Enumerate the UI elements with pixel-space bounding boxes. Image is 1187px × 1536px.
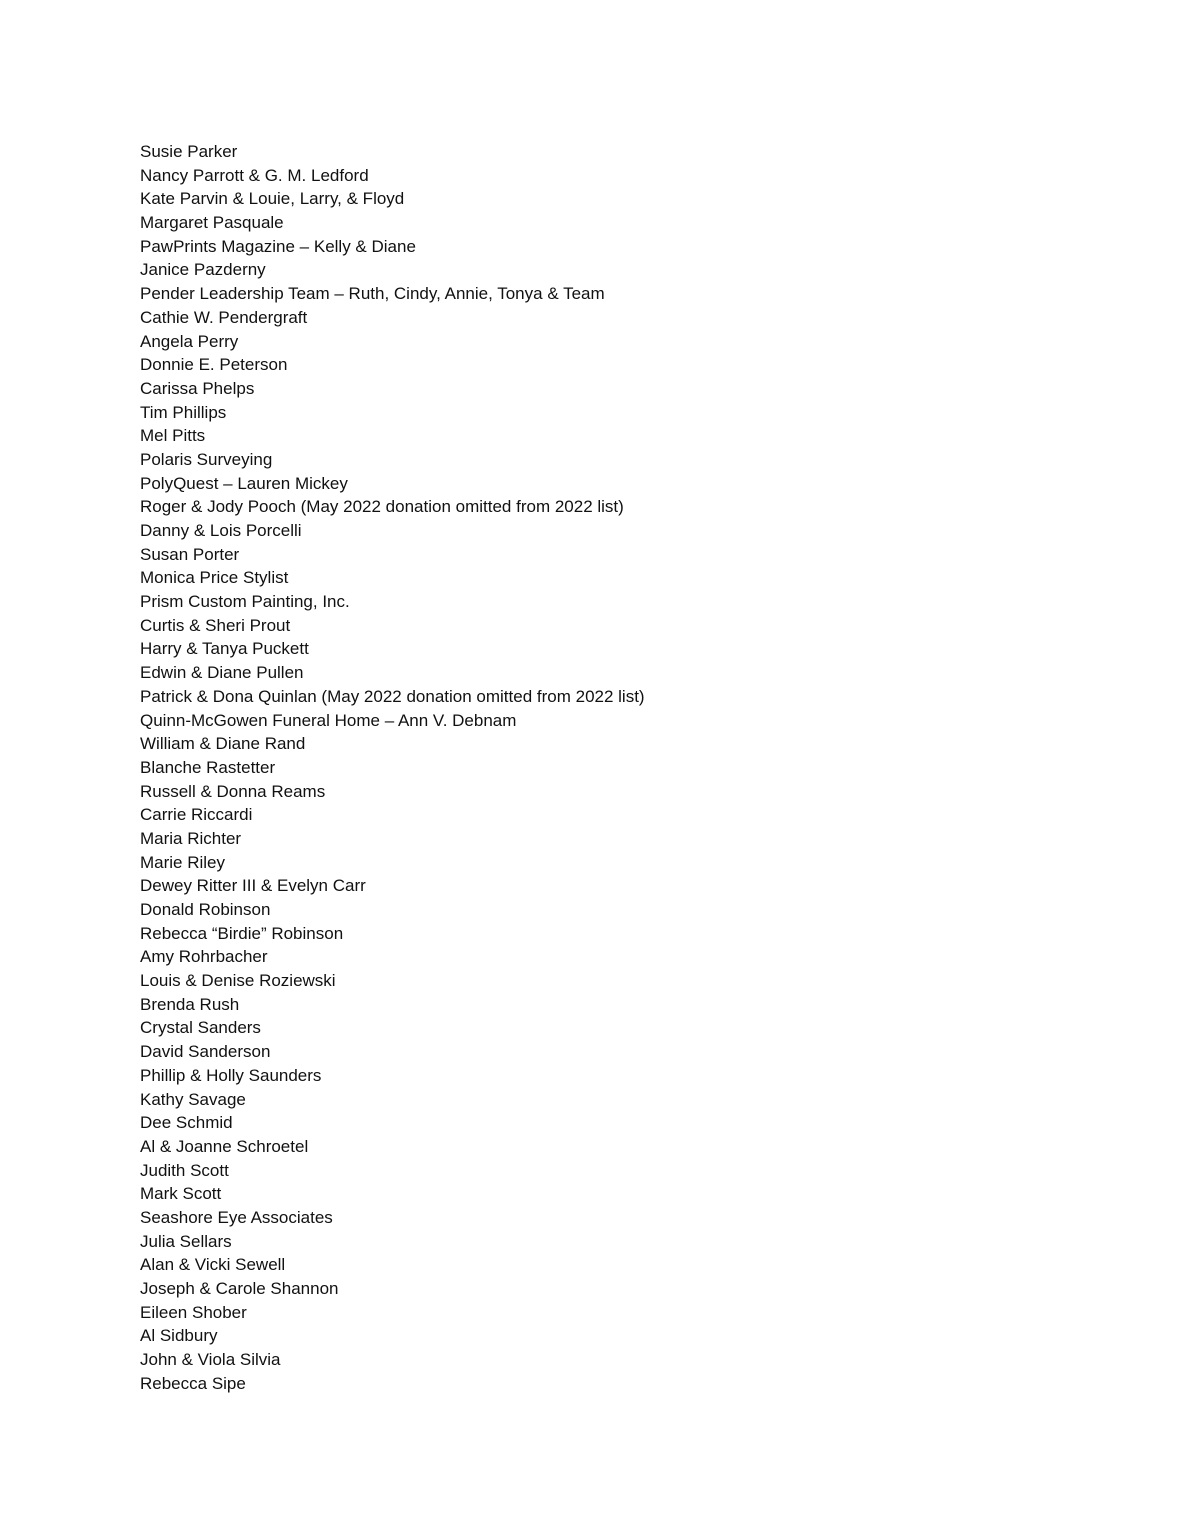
donor-entry: Rebecca Sipe [140, 1373, 246, 1393]
donor-entry: Mel Pitts [140, 426, 206, 446]
donor-entry: Roger & Jody Pooch (May 2022 donation omitted from 2022 list) [140, 497, 624, 517]
donor-entry: Russell & Donna Reams [140, 781, 326, 801]
donor-entry: Judith Scott [140, 1160, 229, 1180]
donor-entry: PolyQuest – Lauren Mickey [140, 473, 348, 493]
donor-entry: Angela Perry [140, 331, 239, 351]
donor-entry: Patrick & Dona Quinlan (May 2022 donation omitted from 2022 list) [140, 686, 645, 706]
donor-entry: Blanche Rastetter [140, 757, 276, 777]
donor-entry: Donald Robinson [140, 900, 271, 919]
donor-entry: Rebecca “Birdie” Robinson [140, 923, 344, 943]
donor-entry: Joseph & Carole Shannon [140, 1279, 339, 1298]
donor-entry: Edwin & Diane Pullen [140, 663, 304, 683]
donor-entry: Prism Custom Painting, Inc. [140, 592, 350, 612]
donor-entry: Tim Phillips [140, 402, 227, 422]
donor-entry: William & Diane Rand [140, 734, 306, 754]
donor-entry: Brenda Rush [140, 994, 240, 1014]
donor-entry: Kate Parvin & Louie, Larry, & Floyd [140, 189, 405, 209]
donor-list [140, 140, 645, 1395]
donor-entry: Pender Leadership Team – Ruth, Cindy, Annie, Tonya & Team [140, 284, 605, 304]
donor-entry: Dewey Ritter III & Evelyn Carr [140, 876, 366, 896]
donor-entry: Al Sidbury [140, 1326, 218, 1346]
donor-entry: Carissa Phelps [140, 378, 255, 398]
donor-entry: Crystal Sanders [140, 1018, 261, 1038]
donor-entry: Julia Sellars [140, 1231, 232, 1251]
donor-entry: Quinn-McGowen Funeral Home – Ann V. Debnam [140, 710, 517, 730]
donor-entry: PawPrints Magazine – Kelly & Diane [140, 236, 416, 256]
donor-entry: Margaret Pasquale [140, 213, 284, 233]
donor-entry: Curtis & Sheri Prout [140, 615, 291, 635]
donor-entry: Maria Richter [140, 828, 242, 848]
donor-entry: Polaris Surveying [140, 449, 273, 469]
donor-entry: Amy Rohrbacher [140, 947, 268, 967]
donor-entry: Seashore Eye Associates [140, 1207, 333, 1227]
donor-entry: Cathie W. Pendergraft [140, 307, 308, 327]
donor-entry: Dee Schmid [140, 1113, 233, 1133]
donor-entry: Carrie Riccardi [140, 805, 253, 825]
donor-entry: David Sanderson [140, 1042, 271, 1062]
donor-entry: Harry & Tanya Puckett [140, 639, 309, 659]
donor-entry: Monica Price Stylist [140, 568, 289, 588]
donor-entry: Louis & Denise Roziewski [140, 971, 336, 991]
donor-entry: Kathy Savage [140, 1089, 246, 1109]
donor-entry: Al & Joanne Schroetel [140, 1136, 309, 1156]
donor-entry: Donnie E. Peterson [140, 355, 288, 375]
donor-entry: Susie Parker [140, 142, 238, 161]
donor-entry: Mark Scott [140, 1184, 222, 1204]
donor-entry: Danny & Lois Porcelli [140, 521, 302, 540]
donor-entry: Susan Porter [140, 544, 240, 564]
donor-entry: Marie Riley [140, 852, 226, 872]
donor-entry: Nancy Parrott & G. M. Ledford [140, 165, 369, 185]
donor-entry: Eileen Shober [140, 1302, 247, 1322]
donor-entry: Janice Pazderny [140, 260, 266, 280]
donor-entry: Phillip & Holly Saunders [140, 1065, 322, 1085]
donor-entry: John & Viola Silvia [140, 1350, 281, 1370]
donor-entry: Alan & Vicki Sewell [140, 1255, 286, 1275]
